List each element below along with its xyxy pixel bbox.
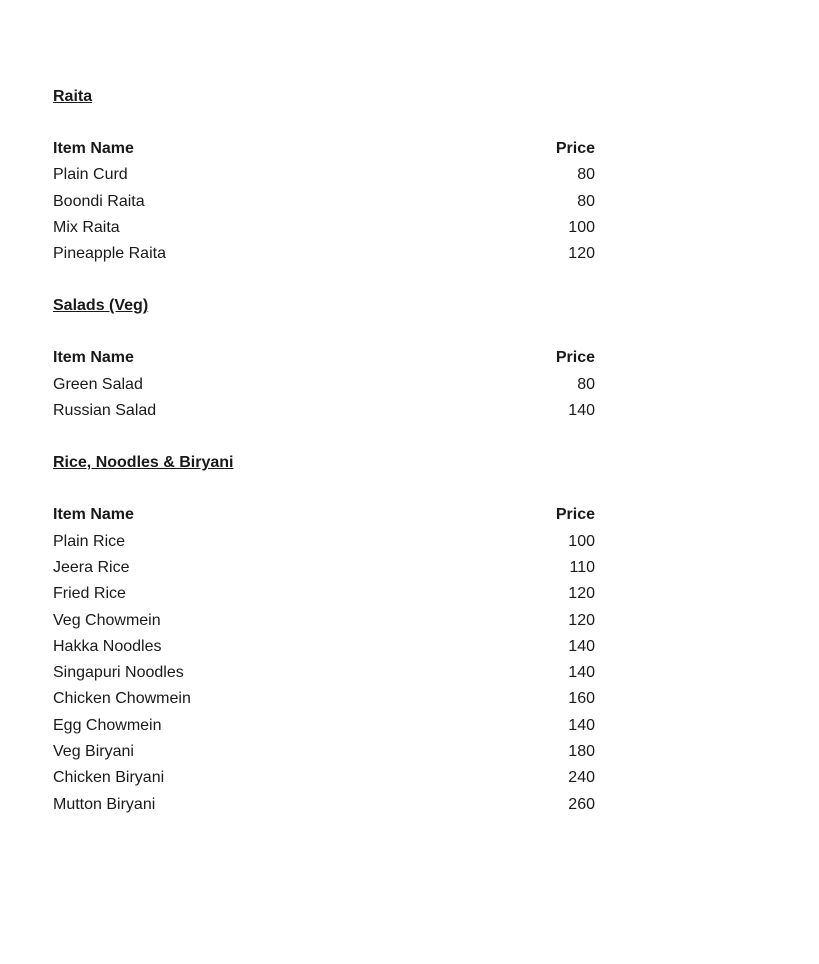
item-name: Jeera Rice (53, 558, 130, 576)
column-header-item-name: Item Name (53, 349, 134, 367)
column-header-price: Price (555, 140, 595, 157)
column-header-item-name: Item Name (53, 506, 134, 524)
table-row (53, 215, 613, 241)
table-row (53, 660, 613, 686)
item-price: 140 (568, 637, 595, 655)
table-row (53, 529, 613, 555)
table-row (53, 189, 613, 215)
item-price: 80 (577, 166, 595, 184)
item-name: Chicken Chowmein (53, 690, 191, 708)
item-name: Green Salad (53, 375, 143, 393)
item-price: 160 (568, 690, 595, 708)
table-row (53, 686, 613, 712)
item-name: Singapuri Noodles (53, 664, 184, 682)
table-row (53, 581, 613, 607)
column-header-item-name: Item Name (53, 140, 134, 157)
item-price: 140 (568, 716, 595, 734)
item-name: Mix Raita (53, 218, 120, 236)
item-name: Fried Rice (53, 585, 126, 603)
table-header (53, 345, 613, 371)
table-row (53, 634, 613, 660)
table-row (53, 555, 613, 581)
item-price: 180 (568, 743, 595, 761)
item-name: Boondi Raita (53, 192, 145, 210)
table-header (53, 136, 613, 162)
item-name: Pineapple Raita (53, 245, 166, 263)
table-row (53, 398, 613, 424)
item-name: Chicken Biryani (53, 769, 165, 787)
table-row (53, 372, 613, 398)
item-name: Hakka Noodles (53, 637, 162, 655)
menu-page (53, 84, 613, 818)
item-name: Egg Chowmein (53, 716, 162, 734)
item-price: 110 (569, 558, 595, 576)
menu-section-salads (53, 293, 613, 424)
table-row (53, 739, 613, 765)
column-header-price: Price (555, 349, 595, 367)
item-name: Mutton Biryani (53, 795, 156, 813)
table-row (53, 608, 613, 634)
item-price: 140 (568, 402, 595, 420)
table-row (53, 241, 613, 267)
item-price: 100 (568, 218, 595, 236)
item-price: 120 (568, 245, 595, 263)
table-row (53, 792, 613, 818)
menu-section-rice-noodles-biryani (53, 450, 613, 818)
item-price: 240 (568, 769, 595, 787)
item-name: Russian Salad (53, 402, 157, 420)
item-price: 80 (577, 375, 595, 393)
item-name: Plain Rice (53, 532, 126, 550)
item-name: Veg Chowmein (53, 611, 161, 629)
item-price: 100 (568, 532, 595, 550)
item-price: 140 (568, 664, 595, 682)
item-price: 120 (568, 611, 595, 629)
section-title: Rice, Noodles & Biryani (53, 454, 234, 472)
item-price: 260 (568, 795, 595, 813)
item-name: Veg Biryani (53, 743, 134, 761)
table-row (53, 765, 613, 791)
section-title: Raita (53, 88, 93, 105)
item-price: 120 (568, 585, 595, 603)
table-row (53, 162, 613, 188)
menu-section-raita (53, 84, 613, 267)
item-name: Plain Curd (53, 166, 128, 184)
item-price: 80 (577, 192, 595, 210)
section-title: Salads (Veg) (53, 297, 149, 315)
table-row (53, 713, 613, 739)
table-header (53, 502, 613, 528)
column-header-price: Price (555, 506, 595, 524)
